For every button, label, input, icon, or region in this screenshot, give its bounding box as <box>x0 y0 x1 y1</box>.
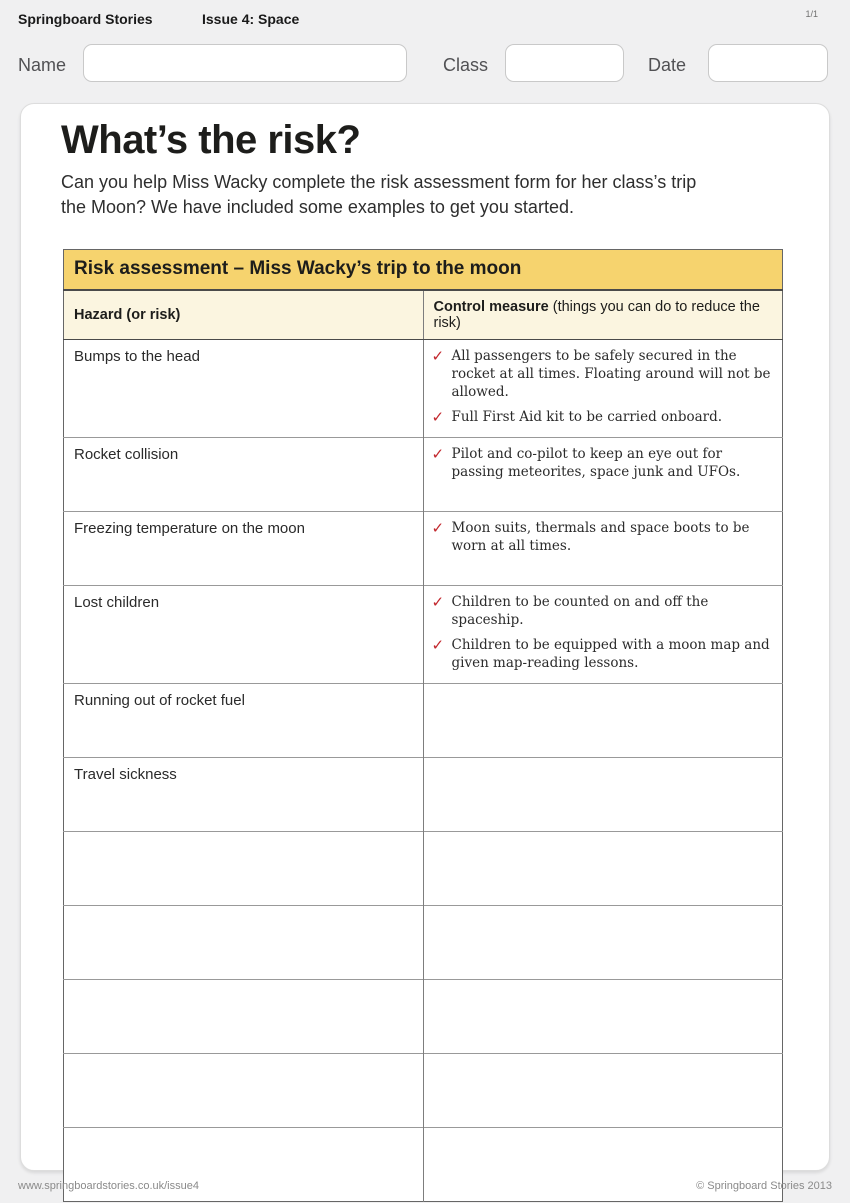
hazard-cell: Freezing temperature on the moon <box>64 512 424 586</box>
checkmark-icon: ✓ <box>431 519 445 537</box>
name-input[interactable] <box>83 44 407 82</box>
control-header-label: Control measure <box>433 299 549 315</box>
table-title: Risk assessment – Miss Wacky’s trip to the moon <box>64 250 783 291</box>
table-row <box>64 512 783 586</box>
control-measure-text: Children to be equipped with a moon map and given map-reading lessons. <box>451 637 770 671</box>
worksheet-card <box>20 103 830 1171</box>
table-row <box>64 684 783 758</box>
control-cell <box>423 340 783 438</box>
checkmark-icon: ✓ <box>431 593 445 611</box>
control-measure-text: Children to be counted on and off the spaceship. <box>451 594 709 628</box>
hazard-column-header <box>64 290 424 340</box>
table-row <box>64 586 783 684</box>
hazard-cell: Running out of rocket fuel <box>64 684 424 758</box>
control-cell <box>423 438 783 512</box>
date-input[interactable] <box>708 44 828 82</box>
intro-line-1: Can you help Miss Wacky complete the risk assessment form for her class’s trip <box>61 172 697 192</box>
hazard-cell <box>64 1054 424 1128</box>
table-title-row <box>64 250 783 291</box>
checkmark-icon: ✓ <box>431 408 445 426</box>
hazard-header-label: Hazard (or risk) <box>74 307 181 323</box>
control-measure-item <box>432 636 775 672</box>
checkmark-icon: ✓ <box>431 636 445 654</box>
control-cell <box>423 980 783 1054</box>
risk-assessment-table <box>63 249 783 1202</box>
hazard-cell: Travel sickness <box>64 758 424 832</box>
table-row <box>64 832 783 906</box>
table-row <box>64 1054 783 1128</box>
brand-title: Springboard Stories <box>18 11 153 27</box>
table-row <box>64 340 783 438</box>
risk-table-container <box>63 249 783 1202</box>
control-measure-item <box>432 408 775 426</box>
issue-title: Issue 4: Space <box>202 11 300 27</box>
control-measure-text: All passengers to be safely secured in the rocket at all times. Floating around will not be allowed. <box>451 348 771 400</box>
checkmark-icon: ✓ <box>431 347 445 365</box>
table-row <box>64 906 783 980</box>
control-cell <box>423 832 783 906</box>
name-label: Name <box>18 55 67 75</box>
intro-line-2: the Moon? We have included some examples to get you started. <box>61 197 574 217</box>
hazard-cell: Rocket collision <box>64 438 424 512</box>
table-row <box>64 758 783 832</box>
class-label: Class <box>443 55 489 75</box>
table-row <box>64 980 783 1054</box>
hazard-cell: Lost children <box>64 586 424 684</box>
risk-table-body <box>64 340 783 1202</box>
control-cell <box>423 906 783 980</box>
control-measure-item <box>432 519 775 555</box>
control-measure-item <box>432 445 775 481</box>
control-measure-item <box>432 593 775 629</box>
control-cell <box>423 758 783 832</box>
intro-text <box>61 170 791 220</box>
class-input[interactable] <box>505 44 624 82</box>
control-cell <box>423 512 783 586</box>
control-measure-text: Moon suits, thermals and space boots to be worn at all times. <box>451 520 750 554</box>
control-cell <box>423 1054 783 1128</box>
control-cell <box>423 684 783 758</box>
control-column-header <box>423 290 783 340</box>
control-measure-item <box>432 347 775 401</box>
control-measure-text: Pilot and co-pilot to keep an eye out for passing meteorites, space junk and UFOs. <box>451 446 741 480</box>
table-header-row <box>64 290 783 340</box>
hazard-cell <box>64 832 424 906</box>
page-title: What’s the risk? <box>61 118 361 162</box>
control-header-note: (things you can do to reduce the risk) <box>433 299 760 331</box>
page-indicator: 1/1 <box>805 9 818 19</box>
table-row <box>64 438 783 512</box>
footer-url: www.springboardstories.co.uk/issue4 <box>18 1180 199 1192</box>
control-measure-text: Full First Aid kit to be carried onboard. <box>451 409 723 425</box>
checkmark-icon: ✓ <box>431 445 445 463</box>
date-label: Date <box>648 55 687 75</box>
hazard-cell <box>64 980 424 1054</box>
hazard-cell: Bumps to the head <box>64 340 424 438</box>
footer-copyright: © Springboard Stories 2013 <box>696 1180 832 1192</box>
control-cell <box>423 586 783 684</box>
hazard-cell <box>64 906 424 980</box>
